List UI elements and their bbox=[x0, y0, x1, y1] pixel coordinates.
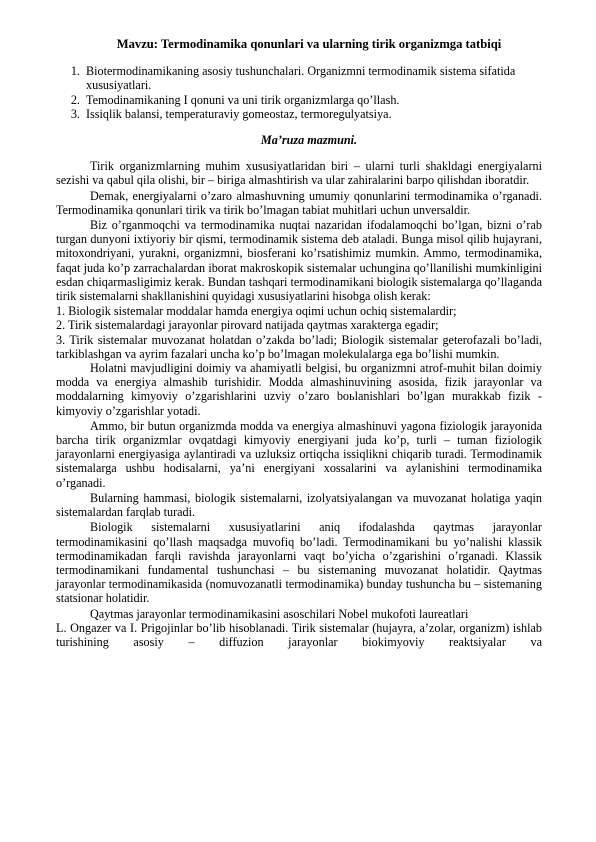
paragraph: Bularning hammasi, biologik sistemalarni, izolyatsiyalangan va muvozanat holatiga yaqin sistemalardan farqlab turadi. bbox=[56, 490, 542, 520]
paragraph: Biologik sistemalarni xususiyatlarini aniq ifodalashda qaytmas jarayonlar termodinamikasini qo’llash maqsadga muvofiq bo’ladi. Termodinamikani bu yo’nalishi klassik termodinamikadan farqli ravishda jarayonlarni vaqt bo’yicha o’zgarishini o’rganadi. Klassik termodinamikani fundamental tushunchasi – bu sistemaning muvozanat holatidir. Qaytmas jarayonlar termodinamikasida (nomuvozanatli termodinamika) bunday tushuncha bu – sistemaning statsionar holatidir. bbox=[56, 520, 542, 606]
page-title: Mavzu: Termodinamika qonunlari va ularning tirik organizmga tatbiqi bbox=[116, 37, 502, 51]
paragraph: Tirik organizmlarning muhim xususiyatlaridan biri – ularni turli shakldagi energiyalarni sezishi va qabul qila olishi, bir – biriga almashtirish va ular zahiralarini barpo qilishdan iboratdir. bbox=[56, 159, 542, 188]
paragraph: Demak, energiyalarni o’zaro almashuvning umumiy qonunlarini termodinamika o’rganadi. Termodinamika qonunlari tirik va tirik bo’lmagan tabiat muhitlari uchun unversaldir. bbox=[56, 188, 542, 217]
feature-item: 2. Tirik sistemalardagi jarayonlar pirovard natijada qaytmas xarakterga egadir; bbox=[56, 318, 439, 333]
document-page bbox=[56, 37, 542, 649]
paragraph: Qaytmas jarayonlar termodinamikasini asoschilari Nobel mukofoti laureatlari bbox=[90, 606, 469, 621]
feature-item: 3. Tirik sistemalar muvozanat holatdan o’zakda bo’ladi; Biologik sistemalar geterofazali bo’ladi, tarkiblashgan va ayrim fazalari uncha ko’p bo’lmagan molekulalarga ega bo’lishi mumkin. bbox=[56, 332, 542, 361]
lecture-subtitle: Ma’ruza mazmuni. bbox=[260, 133, 358, 148]
paragraph: L. Ongazer va I. Prigojinlar bo’lib hisoblanadi. Tirik sistemalar (hujayra, a’zolar, organizm) ishlab turishining asosiy – diffuzion jarayonlar biokimyoviy reaktsiyalar va bbox=[56, 620, 542, 649]
topic-item: 3. Issiqlik balansi, temperaturaviy gomeostaz, termoregulyatsiya. bbox=[83, 107, 542, 121]
topic-item: 1. Biotermodinamikaning asosiy tushunchalari. Organizmni termodinamik sistema sifatida xususiyatlari. bbox=[83, 64, 542, 92]
topic-item: 2. Temodinamikaning I qonuni va uni tirik organizmlarga qo’llash. bbox=[83, 93, 542, 107]
feature-item: 1. Biologik sistemalar moddalar hamda energiya oqimi uchun ochiq sistemalardir; bbox=[56, 304, 457, 319]
topic-list bbox=[56, 64, 542, 121]
paragraph: Holatni mavjudligini doimiy va ahamiyatli belgisi, bu organizmni atrof-muhit bilan doimiy modda va energiya almashib turishidir. Modda almashinuvining asosida, fizik jarayonlar va moddalarning kimyoviy o’zgarishlarini uzviy o’zaro boьlanishlari bo’lgan murakkab fizik - kimyoviy o’zgarishlar yotadi. bbox=[56, 361, 542, 418]
paragraph: Ammo, bir butun organizmda modda va energiya almashinuvi yagona fiziologik jarayonida barcha tirik organizmlar ovqatdagi kimyoviy energiyani juda ko’p, turli – tuman fiziologik jarayonlarni energiyasiga aylantiradi va uzluksiz ortiqcha issiqlikni chiqarib turadi. Termodinamik sistemalarga ushbu hodisalarni, ya’ni energiyani xossalarini va aylanishini termodinamika o’rganadi. bbox=[56, 418, 542, 490]
paragraph: Biz o’rganmoqchi va termodinamika nuqtai nazaridan ifodalamoqchi bo’lgan, bizni o’rab turgan dunyoni ixtiyoriy bir qismi, termodinamik sistema deb ataladi. Bunga misol qilib hujayrani, mitoxondriyani, yurakni, organizmni, biosferani ko’rsatishimiz mumkin. Ammo, termodinamika, faqat juda ko’p zarrachalardan iborat makroskopik sistemalar uchungina qo’llanilishi mumkinligini esdan chiqarmasligimiz kerak. Bundan tashqari termodinamikani biologik sistemalarga qo’llaganda tirik sistemalarni shakllanishini quyidagi xususiyatlarini hisobga olish kerak: bbox=[56, 218, 542, 304]
